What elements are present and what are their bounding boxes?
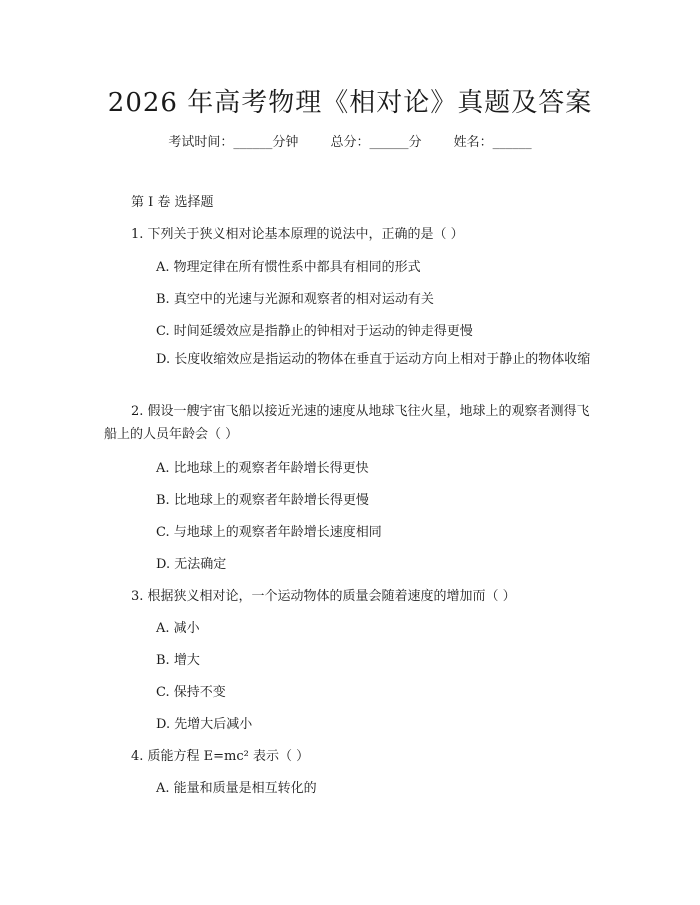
question-1-option-c: C. 时间延缓效应是指静止的钟相对于运动的钟走得更慢 — [156, 324, 473, 339]
section-heading: 第 I 卷 选择题 — [131, 195, 214, 210]
question-3-option-a: A. 减小 — [156, 621, 200, 636]
question-1-option-b: B. 真空中的光速与光源和观察者的相对运动有关 — [156, 292, 434, 307]
exam-time-field: 考试时间：______分钟 — [168, 135, 299, 150]
exam-info — [0, 131, 700, 150]
question-2-option-d: D. 无法确定 — [156, 557, 227, 572]
total-score-field: 总分：______分 — [330, 135, 422, 150]
document-title: 2026 年高考物理《相对论》真题及答案 — [107, 88, 593, 118]
question-2-option-a: A. 比地球上的观察者年龄增长得更快 — [156, 461, 369, 476]
question-4-stem: 4. 质能方程 E=mc² 表示（ ） — [131, 749, 310, 764]
question-1-option-d: D. 长度收缩效应是指运动的物体在垂直于运动方向上相对于静止的物体收缩 — [156, 352, 591, 367]
question-2-option-b: B. 比地球上的观察者年龄增长得更慢 — [156, 493, 369, 508]
question-4-option-a: A. 能量和质量是相互转化的 — [156, 781, 317, 796]
question-1-stem: 1. 下列关于狭义相对论基本原理的说法中，正确的是（ ） — [131, 227, 464, 242]
question-3-option-c: C. 保持不变 — [156, 685, 226, 700]
question-3-option-b: B. 增大 — [156, 653, 200, 668]
question-3-stem: 3. 根据狭义相对论，一个运动物体的质量会随着速度的增加而（ ） — [131, 589, 516, 604]
question-3-option-d: D. 先增大后减小 — [156, 717, 253, 732]
question-1-option-a: A. 物理定律在所有惯性系中都具有相同的形式 — [156, 260, 421, 275]
question-2-option-c: C. 与地球上的观察者年龄增长速度相同 — [156, 525, 382, 540]
name-field: 姓名：______ — [453, 135, 532, 150]
question-2-stem: 2. 假设一艘宇宙飞船以接近光速的速度从地球飞往火星，地球上的观察者测得飞船上的人员年龄会（ ） — [104, 404, 590, 442]
